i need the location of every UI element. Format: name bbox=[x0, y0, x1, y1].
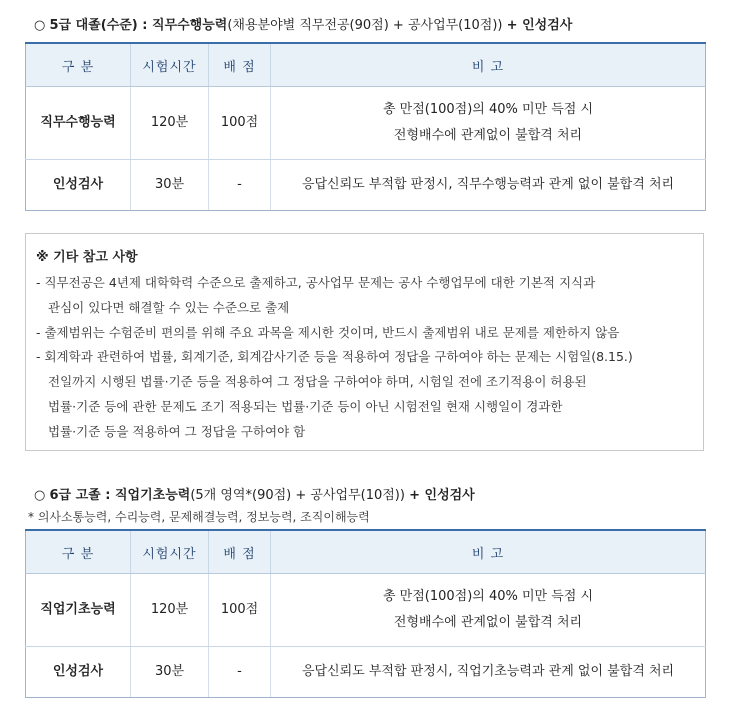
remark-line: 총 만점(100점)의 40% 미만 득점 시 bbox=[382, 102, 594, 117]
notes-line: 관심이 있다면 해결할 수 있는 수준으로 출제 bbox=[48, 299, 290, 315]
section-2-subnote: * 의사소통능력, 수리능력, 문제해결능력, 정보능력, 조직이해능력 bbox=[28, 510, 370, 524]
section-1-title-tail: + 인성검사 bbox=[506, 18, 573, 33]
notes-line: - 회계학과 관련하여 법률, 회계기준, 회계감사기준 등을 적용하여 정답을 구하여야 하는 문제는 시험일(8.15.) bbox=[36, 349, 633, 365]
header-remarks: 비 고 bbox=[271, 530, 706, 574]
row-score: 100점 bbox=[209, 574, 271, 647]
row-remarks bbox=[271, 647, 706, 698]
remark-line: 전형배수에 관계없이 불합격 처리 bbox=[393, 128, 583, 143]
bullet-marker: ○ bbox=[34, 18, 46, 33]
header-exam-time: 시험시간 bbox=[131, 530, 209, 574]
section-1-title-paren: (채용분야별 직무전공(90점) + 공사업무(10점)) bbox=[227, 18, 503, 33]
header-category: 구 분 bbox=[26, 530, 131, 574]
table-header-row bbox=[26, 530, 706, 574]
table-row bbox=[26, 647, 706, 698]
section-2-title-paren: (5개 영역*(90점) + 공사업무(10점)) bbox=[190, 488, 405, 503]
header-category: 구 분 bbox=[26, 43, 131, 87]
header-score: 배 점 bbox=[209, 43, 271, 87]
notes-line: 법률·기준 등을 적용하여 그 정답을 구하여야 함 bbox=[48, 423, 306, 439]
table-header-row bbox=[26, 43, 706, 87]
row-remarks bbox=[271, 87, 706, 160]
section-1-title-bold: 5급 대졸(수준) : 직무수행능력 bbox=[49, 18, 228, 33]
notes-line: - 출제범위는 수험준비 편의를 위해 주요 과목을 제시한 것이며, 반드시 출제범위 내로 문제를 제한하지 않음 bbox=[36, 324, 620, 340]
row-remarks bbox=[271, 574, 706, 647]
notes-line: - 직무전공은 4년제 대학학력 수준으로 출제하고, 공사업무 문제는 공사 수행업무에 대한 기본적 지식과 bbox=[36, 275, 596, 290]
remark-line: 전형배수에 관계없이 불합격 처리 bbox=[393, 615, 583, 630]
row-time: 120분 bbox=[131, 87, 209, 160]
header-remarks: 비 고 bbox=[271, 43, 706, 87]
section-1-title bbox=[34, 14, 572, 33]
row-score: 100점 bbox=[209, 87, 271, 160]
remark-line: 응답신뢰도 부적합 판정시, 직업기초능력과 관계 없이 불합격 처리 bbox=[301, 664, 675, 679]
section-2-exam-table bbox=[25, 529, 706, 698]
notes-line: 전일까지 시행된 법률·기준 등을 적용하여 그 정답을 구하여야 하며, 시험일 전에 조기적용이 허용된 bbox=[48, 374, 587, 390]
reference-notes-box bbox=[25, 233, 704, 451]
notes-line: 법률·기준 등에 관한 문제도 조기 적용되는 법률·기준 등이 아닌 시험전일 현재 시행일이 경과한 bbox=[48, 398, 563, 414]
row-name: 직무수행능력 bbox=[26, 87, 131, 160]
row-time: 30분 bbox=[131, 647, 209, 698]
section-2-title bbox=[34, 484, 475, 503]
table-row bbox=[26, 87, 706, 160]
section-2-title-tail: + 인성검사 bbox=[409, 488, 475, 503]
row-time: 30분 bbox=[131, 160, 209, 211]
bullet-marker: ○ bbox=[34, 488, 46, 503]
row-name: 직업기초능력 bbox=[26, 574, 131, 647]
row-score: - bbox=[209, 647, 271, 698]
remark-line: 총 만점(100점)의 40% 미만 득점 시 bbox=[382, 589, 594, 604]
row-remarks bbox=[271, 160, 706, 211]
notes-heading: ※ 기타 참고 사항 bbox=[36, 250, 138, 265]
remark-line: 응답신뢰도 부적합 판정시, 직무수행능력과 관계 없이 불합격 처리 bbox=[301, 177, 675, 192]
header-exam-time: 시험시간 bbox=[131, 43, 209, 87]
row-score: - bbox=[209, 160, 271, 211]
section-1-exam-table bbox=[25, 42, 706, 211]
header-score: 배 점 bbox=[209, 530, 271, 574]
row-time: 120분 bbox=[131, 574, 209, 647]
row-name: 인성검사 bbox=[26, 160, 131, 211]
table-row bbox=[26, 574, 706, 647]
row-name: 인성검사 bbox=[26, 647, 131, 698]
table-row bbox=[26, 160, 706, 211]
section-2-title-bold: 6급 고졸 : 직업기초능력 bbox=[49, 488, 191, 503]
